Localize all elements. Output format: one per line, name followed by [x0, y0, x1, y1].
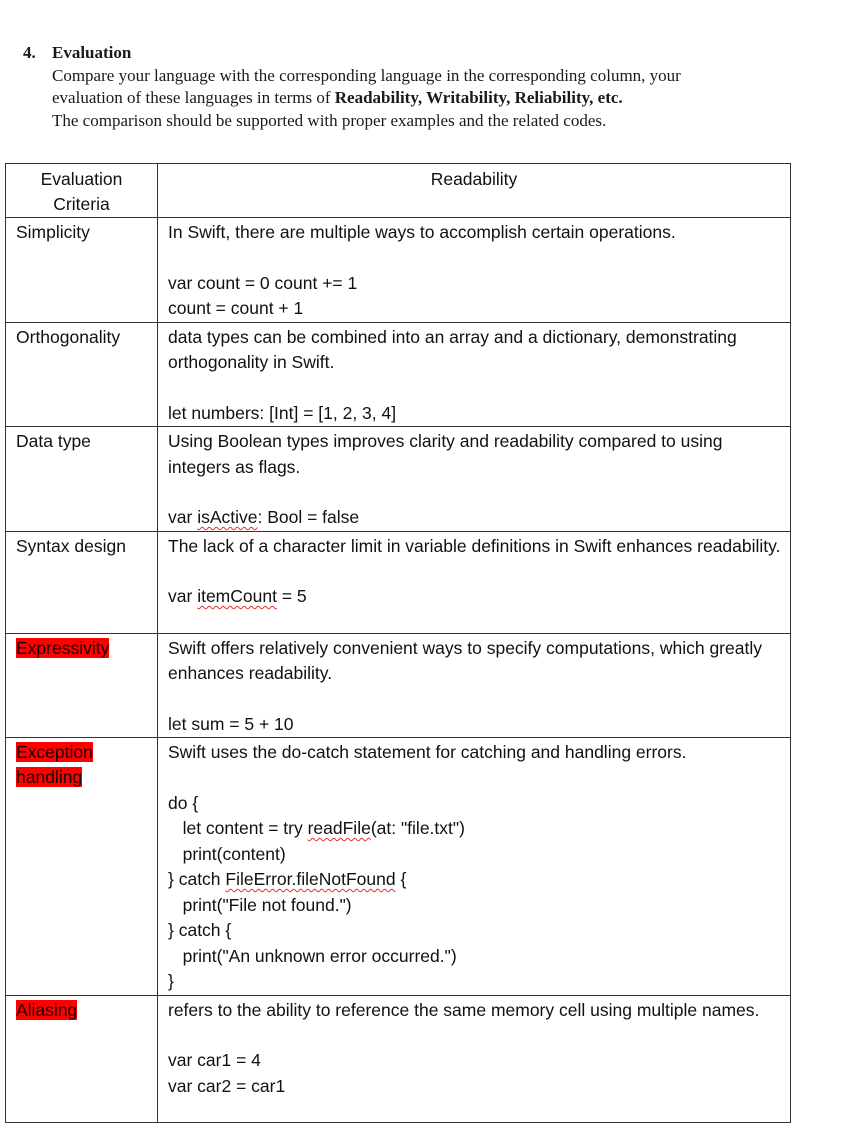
code-line: } [168, 971, 174, 991]
criteria-label: Orthogonality [16, 326, 121, 347]
section-title-text: Evaluation [52, 43, 132, 62]
code-fragment: var [168, 586, 198, 606]
readability-cell [158, 218, 791, 323]
description-text: The lack of a character limit in variable definitions in Swift enhances readability. [168, 535, 781, 556]
header-criteria [6, 164, 158, 218]
spellcheck-word: itemCount [197, 586, 277, 606]
description-text: Swift offers relatively convenient ways to specify computations, which greatly enhances readability. [168, 637, 762, 683]
description-text: refers to the ability to reference the same memory cell using multiple names. [168, 999, 760, 1020]
code-fragment: (at: "file.txt") [370, 818, 465, 838]
section-title [23, 42, 823, 65]
description-text: Using Boolean types improves clarity and readability compared to using integers as flags. [168, 431, 723, 477]
table-row [6, 427, 791, 532]
criteria-label-highlighted: Exception [16, 742, 93, 762]
criteria-label: Syntax design [16, 535, 126, 556]
code-line: print(content) [168, 843, 286, 864]
table-row [6, 218, 791, 323]
criteria-label-highlighted: Expressivity [16, 637, 110, 658]
criteria-cell [6, 218, 158, 323]
readability-cell [158, 738, 791, 996]
code-line: var car2 = car1 [168, 1075, 286, 1096]
code-fragment: { [395, 869, 407, 889]
table-row [6, 322, 791, 427]
code-line [168, 816, 782, 842]
code-fragment: : Bool = false [257, 507, 360, 527]
table-header-row [6, 164, 791, 218]
readability-cell [158, 995, 791, 1122]
code-line [168, 867, 782, 893]
code-fragment: var [168, 507, 198, 527]
header-readability [158, 164, 791, 218]
code-line: let sum = 5 + 10 [168, 713, 294, 734]
header-readability-label: Readability [430, 169, 518, 189]
code-line: var count = 0 count += 1 [168, 272, 358, 293]
criteria-cell [6, 738, 158, 996]
section-number: 4. [23, 43, 36, 62]
description-text: Swift uses the do-catch statement for catching and handling errors. [168, 742, 687, 762]
code-line: let numbers: [Int] = [1, 2, 3, 4] [168, 402, 397, 423]
spellcheck-word: FileError.fileNotFound [225, 869, 396, 889]
criteria-cell [6, 427, 158, 532]
criteria-label-highlighted: Aliasing [16, 999, 78, 1020]
section-heading [23, 42, 823, 132]
criteria-cell [6, 633, 158, 738]
criteria-label: Simplicity [16, 222, 90, 242]
code-line: count = count + 1 [168, 298, 304, 318]
readability-cell [158, 427, 791, 532]
instructions-line-2 [23, 87, 823, 110]
code-line [168, 505, 782, 531]
readability-cell [158, 322, 791, 427]
instructions-line-3: The comparison should be supported with proper examples and the related codes. [52, 110, 607, 130]
instructions-line-2-prefix: evaluation of these languages in terms of [52, 88, 335, 107]
table-row [6, 995, 791, 1122]
table-row [6, 633, 791, 738]
table-row [6, 738, 791, 996]
spellcheck-word: readFile [307, 818, 371, 838]
criteria-cell [6, 531, 158, 633]
description-text: In Swift, there are multiple ways to accomplish certain operations. [168, 222, 676, 242]
criteria-cell [6, 995, 158, 1122]
code-fragment: = 5 [276, 586, 307, 606]
criteria-label-highlighted: handling [16, 767, 83, 787]
criteria-cell [6, 322, 158, 427]
code-line: print("File not found.") [168, 894, 352, 915]
evaluation-table [5, 163, 791, 1123]
header-criteria-label: Evaluation Criteria [40, 169, 123, 214]
code-line: print("An unknown error occurred.") [168, 945, 457, 966]
code-line [168, 584, 782, 610]
code-fragment: } catch [168, 869, 226, 889]
readability-cell [158, 531, 791, 633]
code-fragment: let content = try [168, 818, 308, 838]
instructions-line-2-bold: Readability, Writability, Reliability, etc. [334, 88, 623, 107]
code-line: } catch { [168, 920, 232, 940]
code-line: var car1 = 4 [168, 1050, 261, 1070]
readability-cell [158, 633, 791, 738]
instructions-line-1: Compare your language with the corresponding language in the corresponding column, your [52, 65, 681, 85]
description-text: data types can be combined into an array and a dictionary, demonstrating orthogonality in Swift. [168, 326, 737, 372]
table-row [6, 531, 791, 633]
code-line: do { [168, 792, 199, 813]
criteria-label: Data type [16, 431, 91, 451]
spellcheck-word: isActive [197, 507, 258, 527]
